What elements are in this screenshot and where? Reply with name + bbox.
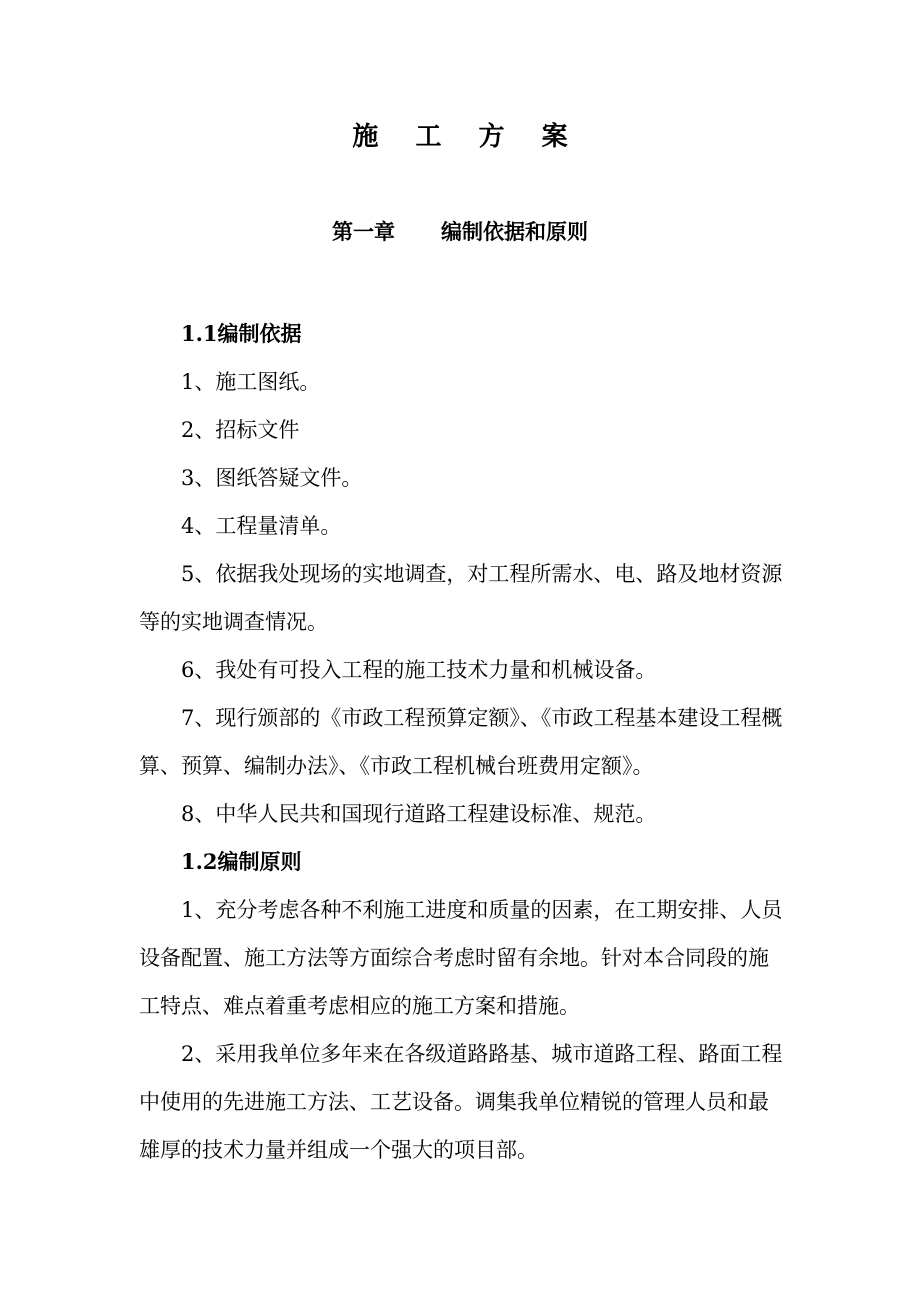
chapter-heading xyxy=(0,214,920,250)
document-body xyxy=(139,310,789,1174)
document-title: 施 工 方 案 xyxy=(352,122,582,152)
paragraph: 7、现行颁部的《市政工程预算定额》、《市政工程基本建设工程概算、预算、编制办法》、《市政工程机械台班费用定额》。 xyxy=(139,706,783,778)
paragraph: 2、招标文件 xyxy=(181,418,300,442)
chapter-number: 第一章 xyxy=(332,219,395,244)
section-heading: 1.1编制依据 xyxy=(181,321,302,346)
paragraph: 8、中华人民共和国现行道路工程建设标准、规范。 xyxy=(181,802,657,826)
paragraph: 4、工程量清单。 xyxy=(181,514,342,538)
paragraph: 1、充分考虑各种不利施工进度和质量的因素，在工期安排、人员设备配置、施工方法等方面综合考虑时留有余地。针对本合同段的施工特点、难点着重考虑相应的施工方案和措施。 xyxy=(139,898,783,1018)
paragraph: 1、施工图纸。 xyxy=(181,370,321,394)
section-heading: 1.2编制原则 xyxy=(181,849,302,874)
paragraph: 6、我处有可投入工程的施工技术力量和机械设备。 xyxy=(181,658,657,682)
chapter-name: 编制依据和原则 xyxy=(441,219,588,244)
paragraph: 2、采用我单位多年来在各级道路路基、城市道路工程、路面工程中使用的先进施工方法、工艺设备。调集我单位精锐的管理人员和最雄厚的技术力量并组成一个强大的项目部。 xyxy=(139,1042,783,1162)
paragraph: 5、依据我处现场的实地调查，对工程所需水、电、路及地材资源等的实地调查情况。 xyxy=(139,562,783,634)
paragraph: 3、图纸答疑文件。 xyxy=(181,466,363,490)
